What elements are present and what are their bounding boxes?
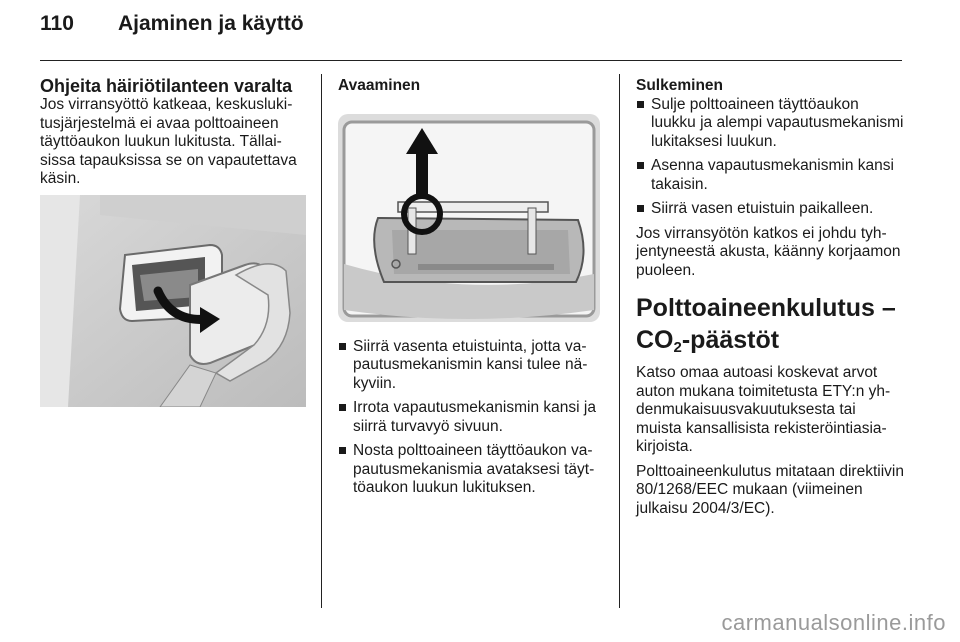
column-divider-2 <box>619 74 620 608</box>
list-item: Asenna vapautusmekanismin kansi takaisin. <box>636 157 904 194</box>
list-item: Nosta polttoaineen täyttöaukon vapautusmekanismia avataksesi täyttöaukon luukun lukituksen. <box>338 442 604 498</box>
list-item: Siirrä vasenta etuistuinta, jotta vapautusmekanismin kansi tulee näkyviin. <box>338 338 604 394</box>
fuel-door-manual-open-illustration <box>40 195 306 407</box>
subtitle-closing: Sulkeminen <box>636 77 723 94</box>
column-2 <box>338 77 604 504</box>
page-number: 110 <box>40 12 74 35</box>
column-3 <box>636 77 904 524</box>
watermark: carmanualsonline.info <box>721 610 946 635</box>
section-title-malfunction: Ohjeita häiriötilanteen varalta <box>40 76 293 96</box>
malfunction-intro: Jos virransyöttö katkeaa, keskuslukitusjärjestelmä ei avaa polttoaineen täyttöaukon luukun lukitusta. Tällaisissa tapauksissa se on vapautettava käsin. <box>40 96 297 187</box>
list-item: Siirrä vasen etuistuin paikalleen. <box>636 200 904 219</box>
closing-steps <box>636 96 904 219</box>
title-suffix: -päästöt <box>681 326 780 354</box>
opening-steps <box>338 338 604 498</box>
title-line-1: Polttoaineenkulutus – <box>636 294 896 322</box>
title-subscript: 2 <box>673 339 682 356</box>
list-item: Irrota vapautusmekanismin kansi ja siirrä turvavyö sivuun. <box>338 399 604 436</box>
workshop-note: Jos virransyötön katkos ei johdu tyhjentyneestä akusta, käänny korjaamon puoleen. <box>636 224 901 279</box>
section-title-fuel-consumption <box>636 292 904 356</box>
subtitle-opening: Avaaminen <box>338 77 421 94</box>
list-item: Sulje polttoaineen täyttöaukon luukku ja alempi vapautusmekanismi lukitaksesi luukun. <box>636 96 904 152</box>
header-divider <box>40 60 902 61</box>
title-co: CO <box>636 326 674 354</box>
column-divider-1 <box>321 74 322 608</box>
release-mechanism-illustration <box>338 114 600 322</box>
consumption-paragraph-1: Katso omaa autoasi koskevat arvot auton mukana toimitetusta ETY:n yhdenmukaisuusvakuutuksesta tai muista kansallisista rekisteröintiasiakirjoista. <box>636 364 891 455</box>
page-header <box>40 12 304 36</box>
column-1 <box>40 77 308 407</box>
chapter-title: Ajaminen ja käyttö <box>118 12 304 35</box>
consumption-paragraph-2: Polttoaineenkulutus mitataan direktiivin 80/1268/EEC mukaan (viimeinen julkaisu 2004/3/EC). <box>636 462 904 517</box>
